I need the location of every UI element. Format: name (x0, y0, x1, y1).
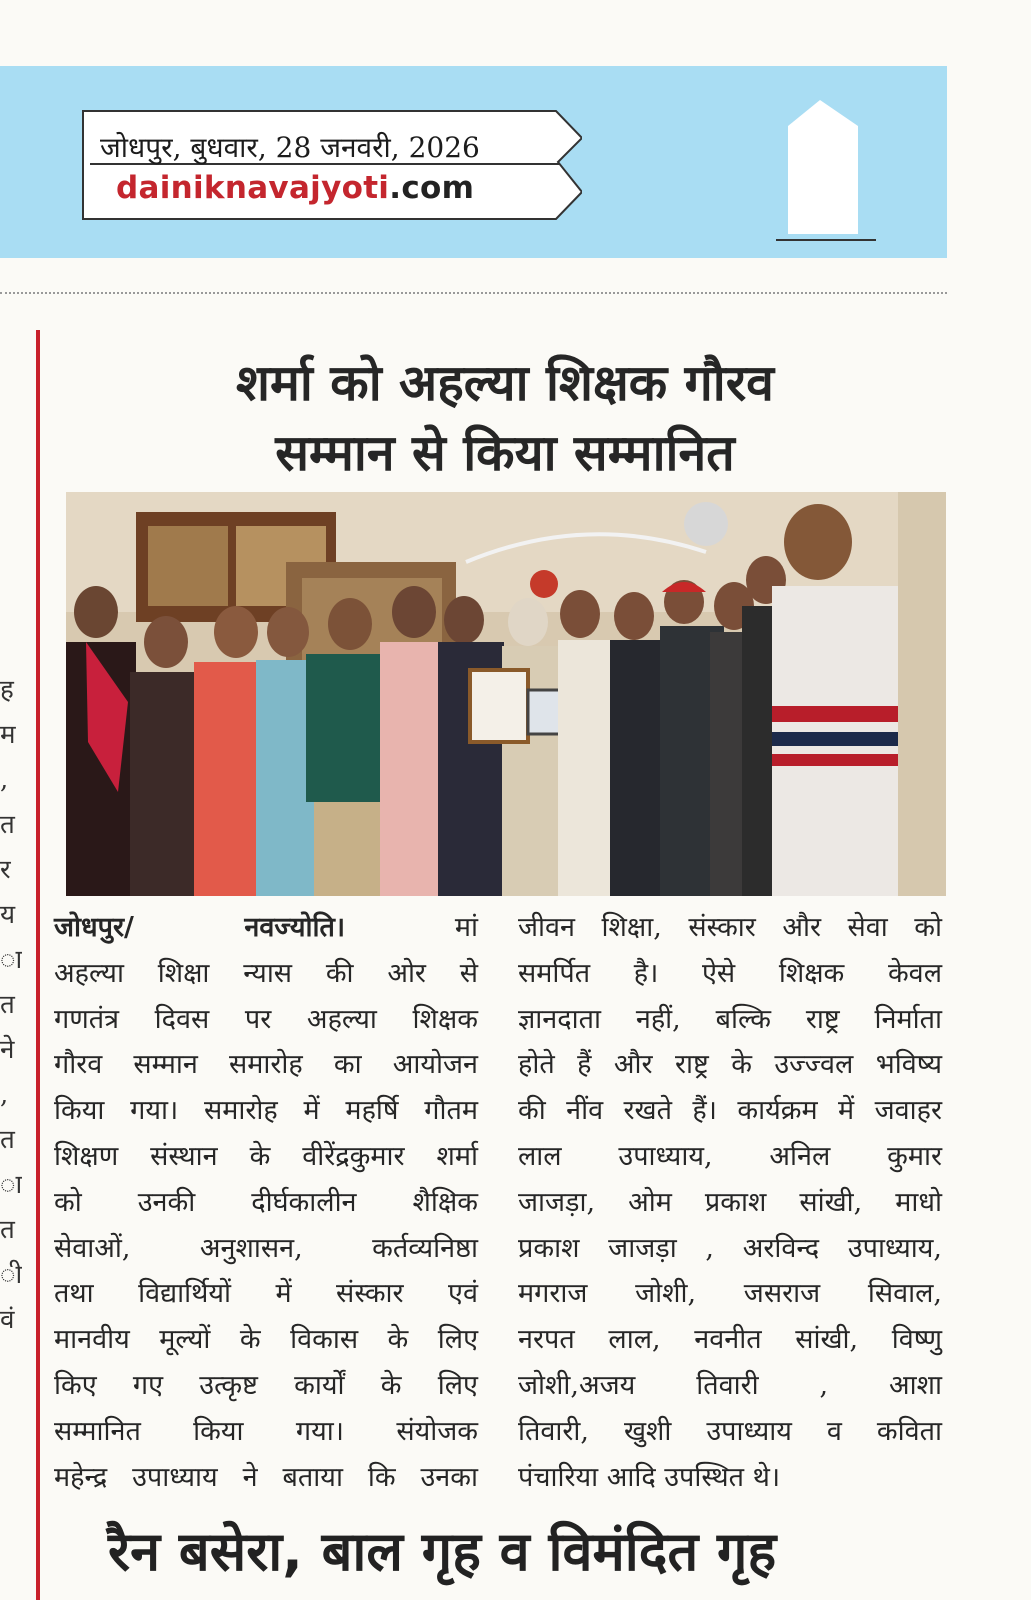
dateline-plate (82, 110, 582, 220)
body-line: की नींव रखते हैं। कार्यक्रम में जवाहर (518, 1095, 942, 1127)
article-body-right (518, 905, 942, 1500)
fragment-line: , (0, 1080, 9, 1110)
fragment-line: त (0, 1125, 15, 1155)
article-headline (70, 348, 940, 488)
fragment-line: , (0, 765, 9, 795)
body-line: जोशी,अजय तिवारी , आशा (518, 1369, 942, 1401)
fragment-line: ी (0, 1260, 22, 1290)
body-line: किया गया। समारोह में महर्षि गौतम (54, 1095, 478, 1127)
body-line: लाल उपाध्याय, अनिल कुमार (518, 1140, 942, 1172)
body-line: शिक्षण संस्थान के वीरेंद्रकुमार शर्मा (54, 1140, 478, 1172)
body-line: पंचारिया आदि उपस्थित थे। (518, 1461, 781, 1493)
body-line: जाजड़ा, ओम प्रकाश सांखी, माधो (518, 1186, 942, 1218)
fragment-line: र (0, 855, 11, 885)
body-line: को उनकी दीर्घकालीन शैक्षिक (54, 1186, 478, 1218)
body-line-text: मां (345, 912, 478, 943)
fragment-line: म (0, 720, 16, 750)
body-line: समर्पित है। ऐसे शिक्षक केवल (518, 957, 942, 989)
fragment-line: य (0, 900, 16, 930)
article-body-left (54, 905, 478, 1500)
fragment-line: ा (0, 945, 22, 975)
body-line: मानवीय मूल्यों के विकास के लिए (54, 1324, 478, 1356)
body-line: नरपत लाल, नवनीत सांखी, विष्णु (518, 1324, 942, 1356)
fragment-line: वं (0, 1305, 15, 1335)
section-divider (0, 292, 947, 294)
body-line: सेवाओं, अनुशासन, कर्तव्यनिष्ठा (54, 1232, 478, 1264)
body-line: अहल्या शिक्षा न्यास की ओर से (54, 957, 478, 989)
body-line: मगराज जोशी, जसराज सिवाल, (518, 1278, 942, 1310)
body-line: सम्मानित किया गया। संयोजक (54, 1415, 478, 1447)
fragment-line: त (0, 1215, 15, 1245)
body-line: तिवारी, खुशी उपाध्याय व कविता (518, 1415, 942, 1447)
headline-line-1: शर्मा को अहल्या शिक्षक गौरव (236, 354, 774, 412)
body-line (54, 905, 478, 951)
tower-logo-icon (772, 96, 882, 246)
fragment-line: ा (0, 1170, 22, 1200)
body-line: गणतंत्र दिवस पर अहल्या शिक्षक (54, 1003, 478, 1035)
article-dateline: जोधपुर/ नवज्योति। (54, 912, 346, 943)
site-url[interactable] (116, 170, 474, 206)
fragment-line: त (0, 990, 15, 1020)
next-article-headline: रैन बसेरा, बाल गृह व विमंदित गृह (108, 1520, 777, 1583)
body-line: तथा विद्यार्थियों में संस्कार एवं (54, 1278, 478, 1310)
headline-line-2: सम्मान से किया सम्मानित (275, 424, 735, 482)
article-photo (66, 492, 946, 896)
body-line: किए गए उत्कृष्ट कार्यों के लिए (54, 1369, 478, 1401)
column-rule (36, 330, 40, 1600)
site-tld: .com (389, 170, 475, 206)
fragment-line: ह (0, 675, 14, 705)
adjacent-column-fragment (0, 668, 22, 1343)
body-line: महेन्द्र उपाध्याय ने बताया कि उनका (54, 1461, 478, 1493)
fragment-line: ने (0, 1035, 15, 1065)
site-name: dainiknavajyoti (116, 170, 390, 206)
group-photo-illustration (66, 492, 946, 896)
body-line: गौरव सम्मान समारोह का आयोजन (54, 1049, 478, 1081)
body-line: जीवन शिक्षा, संस्कार और सेवा को (518, 912, 942, 943)
body-line: ज्ञानदाता नहीं, बल्कि राष्ट्र निर्माता (518, 1003, 942, 1035)
fragment-line: त (0, 810, 15, 840)
body-line: होते हैं और राष्ट्र के उज्ज्वल भविष्य (518, 1049, 942, 1081)
issue-date: जोधपुर, बुधवार, 28 जनवरी, 2026 (100, 131, 480, 164)
body-line: प्रकाश जाजड़ा , अरविन्द उपाध्याय, (518, 1232, 942, 1264)
